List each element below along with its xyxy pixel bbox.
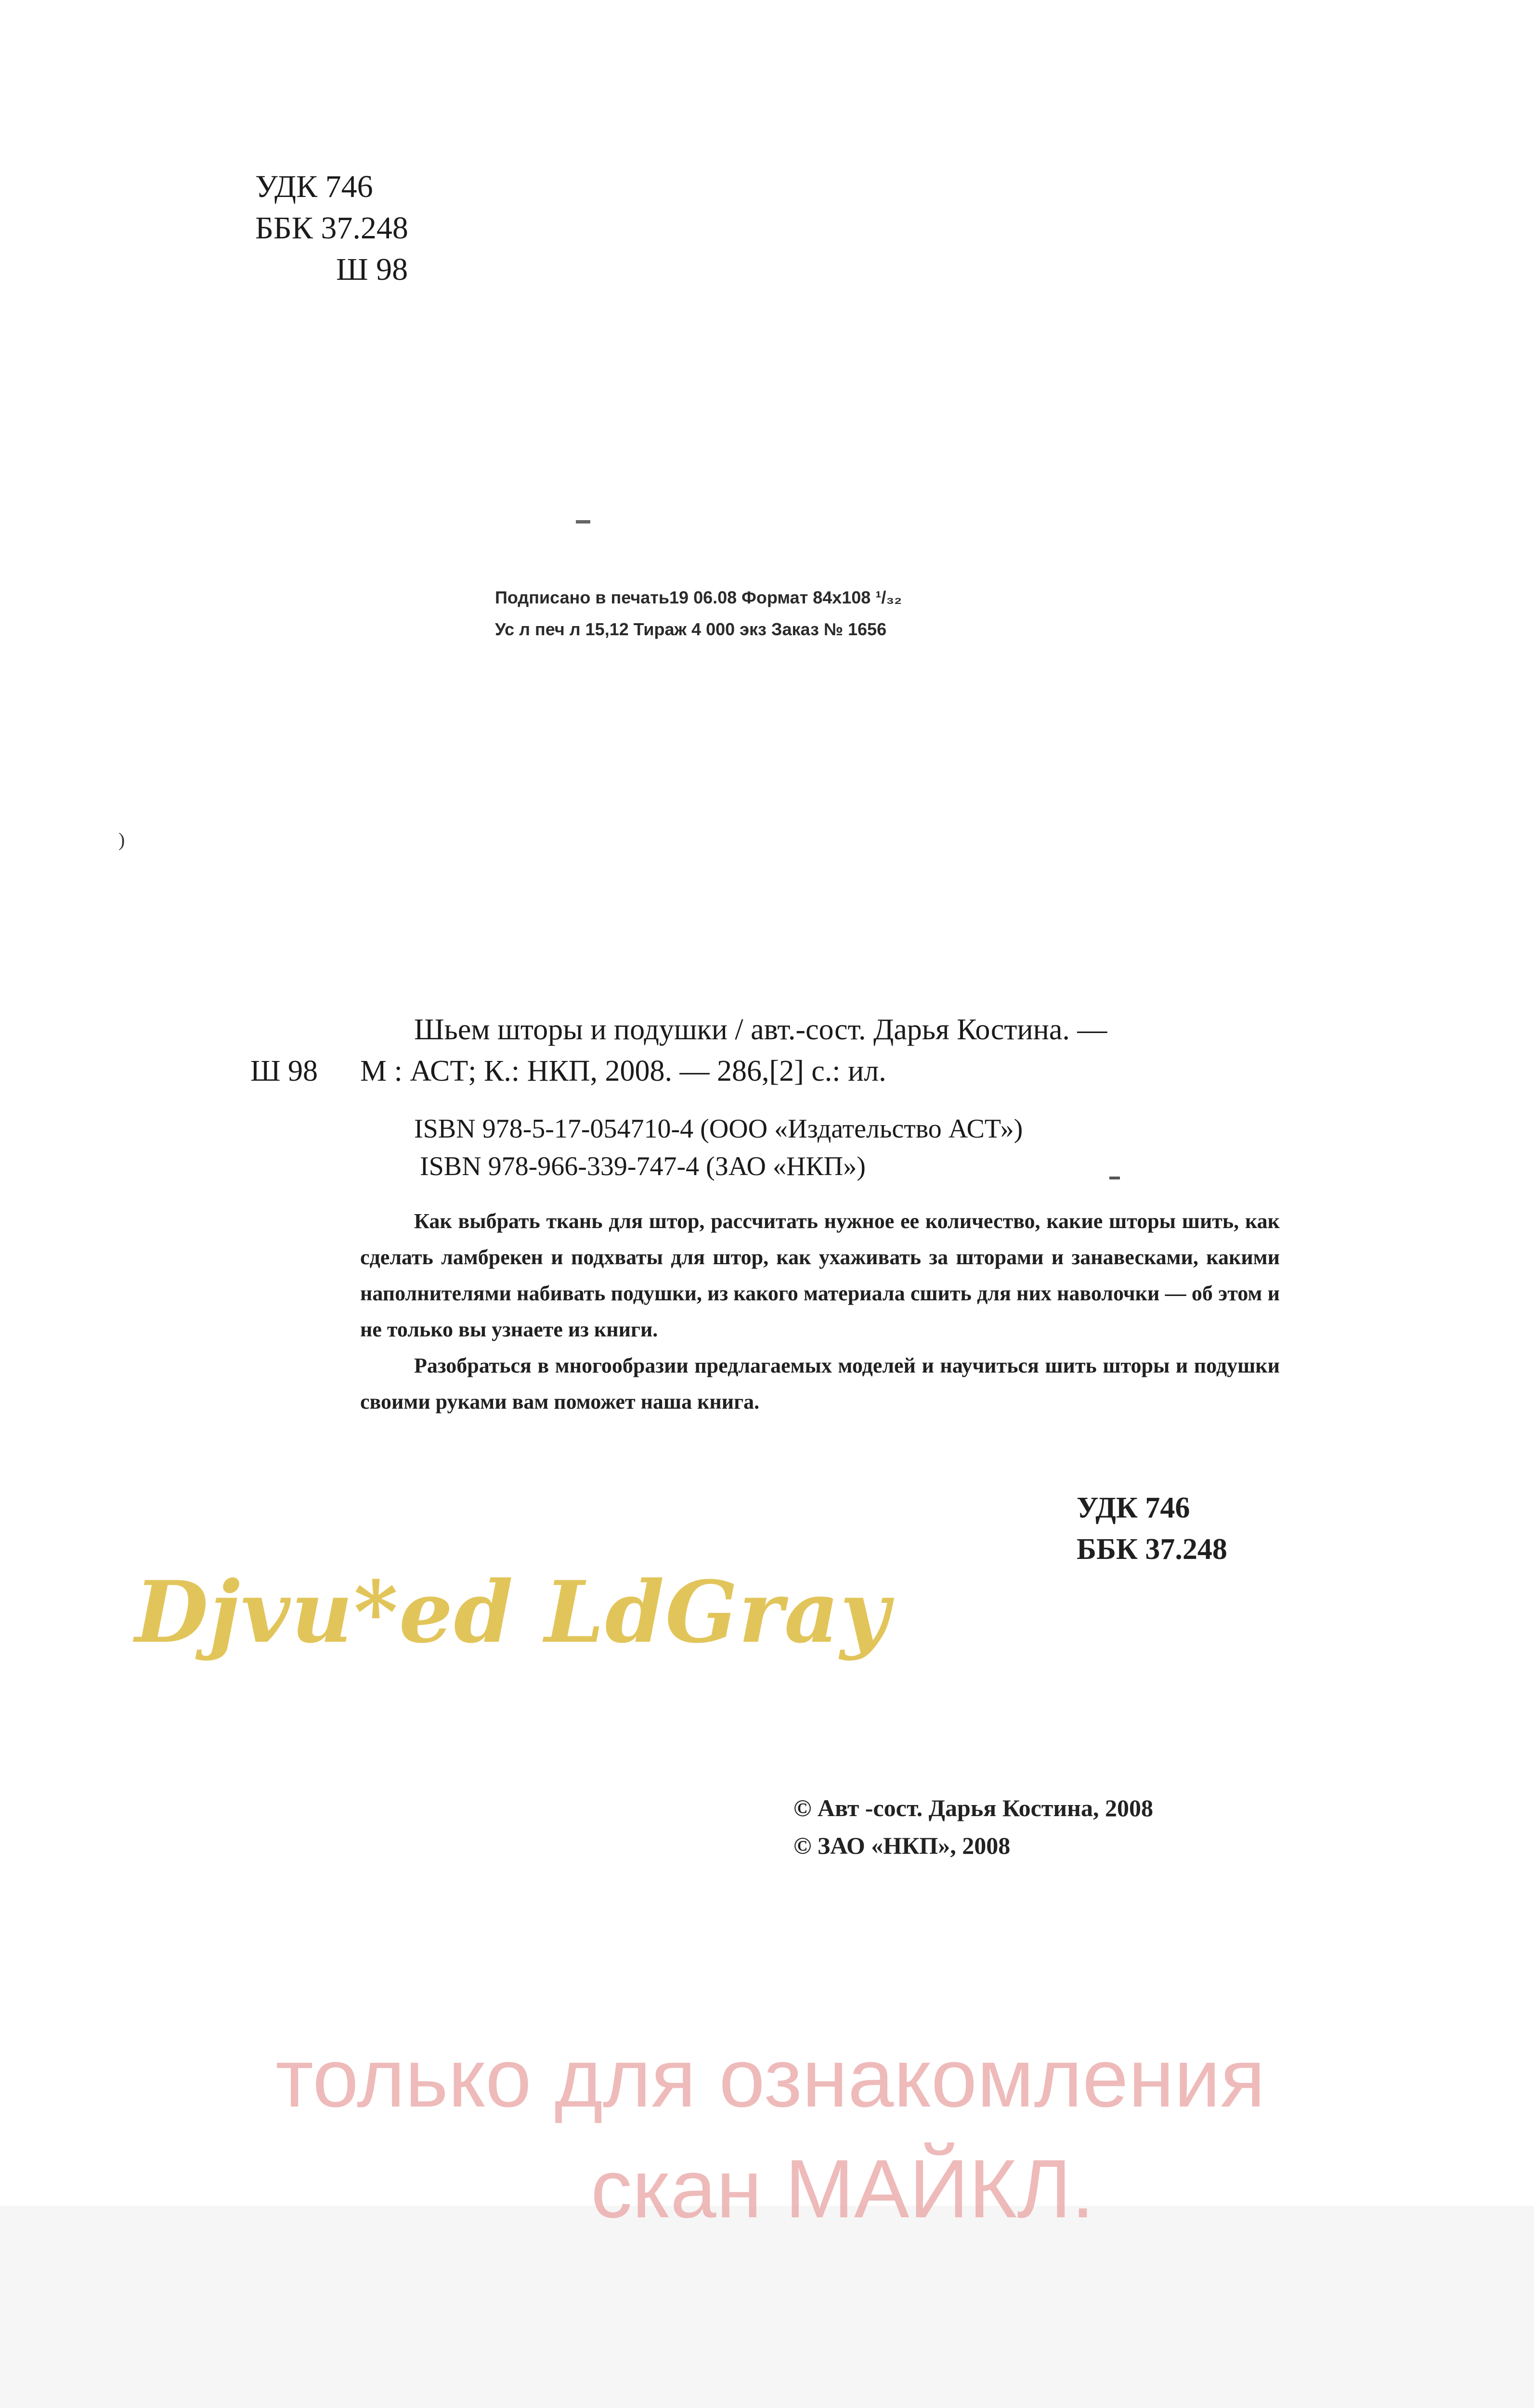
bib-author-code: Ш 98 (250, 1055, 318, 1087)
bib-imprint-line: М : АСТ; К.: НКП, 2008. — 286,[2] с.: ил. (360, 1055, 886, 1087)
margin-mark: ) (118, 829, 125, 851)
bbk-bottom: ББК 37.248 (1077, 1533, 1227, 1566)
book-abstract (360, 1203, 1280, 1420)
author-mark-top: Ш 98 (336, 252, 408, 287)
isbn-nkp: ISBN 978-966-339-747-4 (ЗАО «НКП») (420, 1152, 866, 1181)
udk-bottom: УДК 746 (1077, 1492, 1190, 1524)
bib-title-line: Шьем шторы и подушки / авт.-сост. Дарья Костина. — (414, 1013, 1107, 1046)
copyright-author: © Авт -сост. Дарья Костина, 2008 (793, 1794, 1153, 1821)
printing-info-line-1: Подписано в печать19 06.08 Формат 84x108 ¹/₃₂ (495, 588, 902, 607)
bbk-top: ББК 37.248 (255, 210, 408, 246)
scan-dash-mark (1109, 1177, 1120, 1179)
udk-top: УДК 746 (255, 169, 373, 204)
overlay-text-line-1: только для ознакомления (275, 2032, 1265, 2124)
isbn-ast: ISBN 978-5-17-054710-4 (ООО «Издательство АСТ») (414, 1114, 1023, 1144)
copyright-publisher: © ЗАО «НКП», 2008 (793, 1832, 1011, 1859)
abstract-paragraph-1: Как выбрать ткань для штор, рассчитать нужное ее количество, какие шторы шить, как сделать ламбрекен и подхваты для штор, как ухаживать за шторами и занавесками, какими наполнителями набивать подушки, из какого материала сшить для них наволочки — об этом и не только вы узнаете из книги. (360, 1209, 1280, 1341)
djvu-watermark: Djvu*ed LdGray (135, 1562, 891, 1662)
overlay-text-line-2: скан МАЙКЛ. (591, 2143, 1094, 2235)
printing-info-line-2: Ус л печ л 15,12 Тираж 4 000 экз Заказ № 1656 (495, 619, 887, 639)
scan-tick-mark (576, 520, 590, 523)
abstract-paragraph-2: Разобраться в многообразии предлагаемых моделей и научиться шить шторы и подушки своими руками вам поможет наша книга. (360, 1354, 1280, 1413)
